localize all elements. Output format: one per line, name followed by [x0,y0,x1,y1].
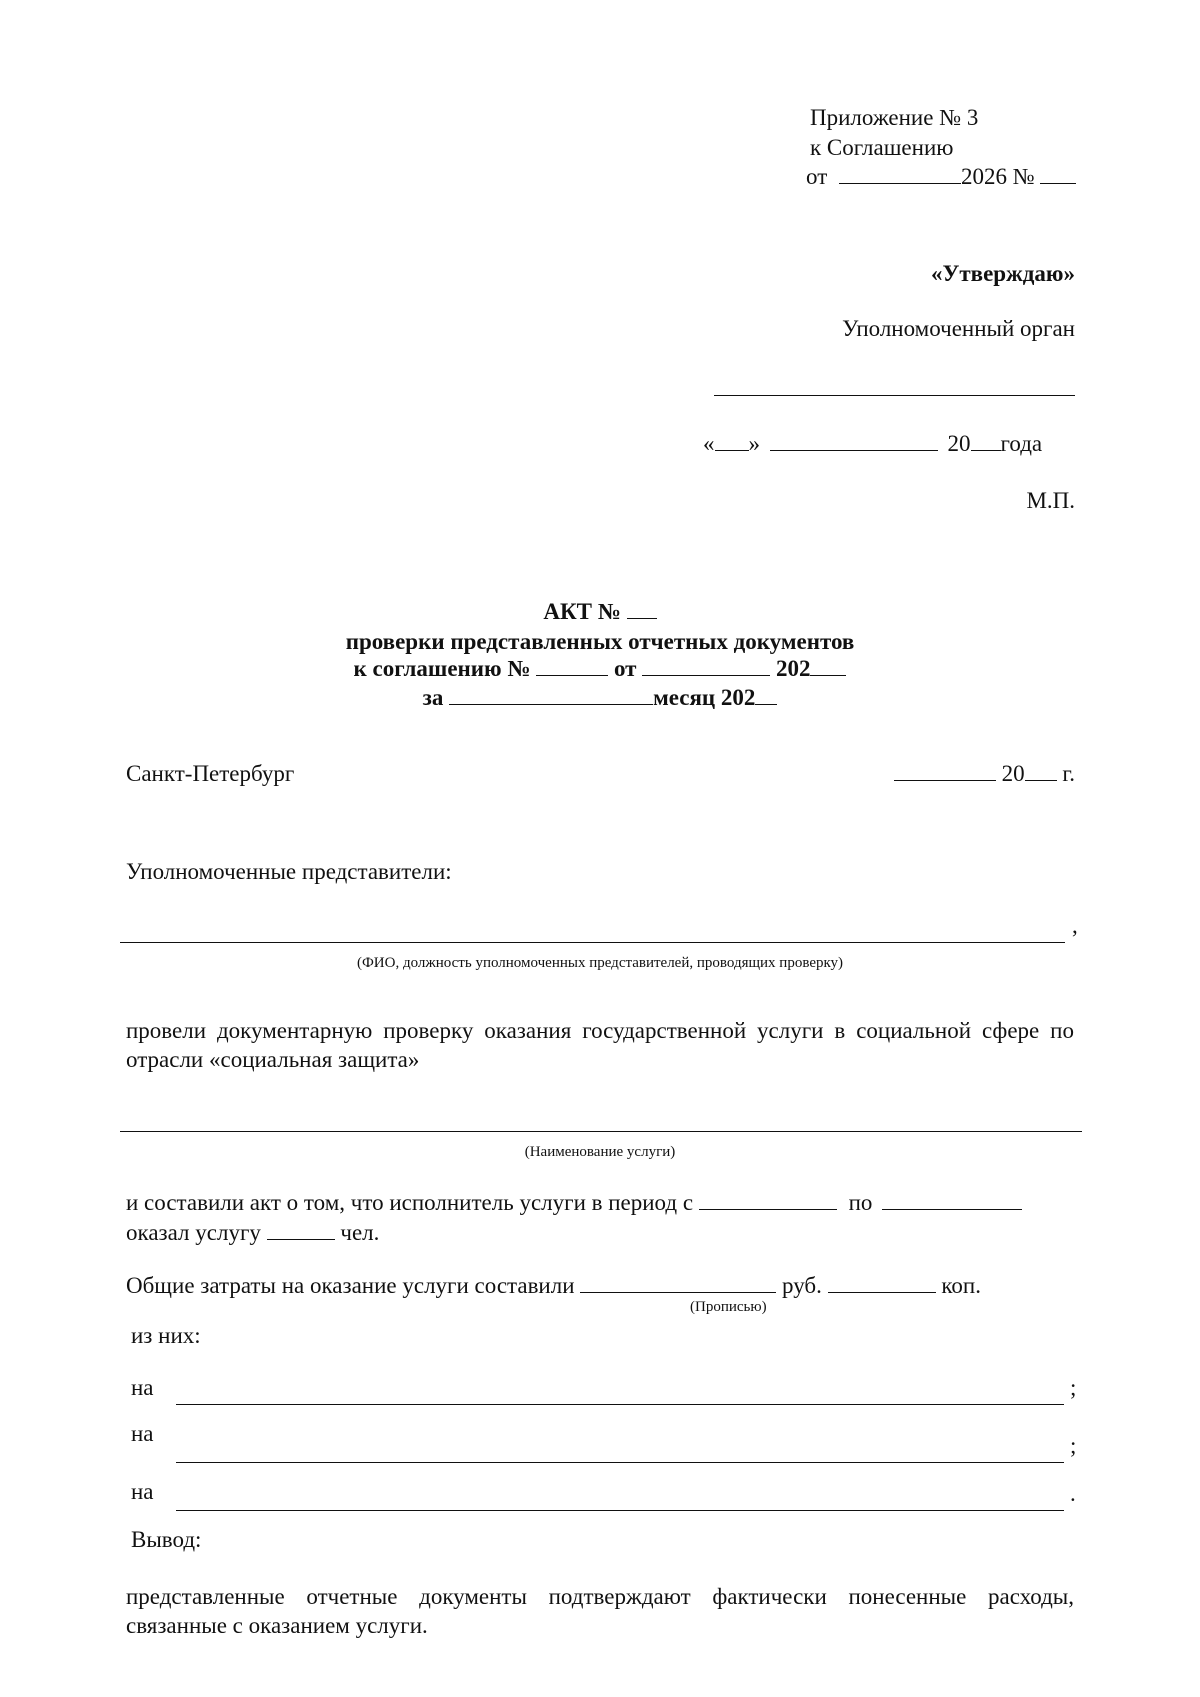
appendix-line-3 [806,163,1076,192]
period-line: и составили акт о том, что исполнитель услуги в период с по [126,1189,1022,1218]
approval-date: « » 20 года [703,431,1043,456]
appendix-from-label: от [806,164,828,189]
act-subtitle: проверки представленных отчетных документов [345,629,855,654]
appendix-line-1: Приложение № 3 [810,105,979,130]
costs-line: Общие затраты на оказание услуги составили руб. коп. [126,1273,981,1298]
check-text: провели документарную проверку оказания государственной услуги в социальной сфере по отрасли «социальная защита» [126,1018,1074,1072]
service-name-line [120,1131,1082,1132]
representatives-caption: (ФИО, должность уполномоченных представителей, проводящих проверку) [356,955,844,971]
conclusion-text: представленные отчетные документы подтверждают фактически понесенные расходы, связанные с оказанием услуги. [126,1584,1074,1638]
served-line: оказал услугу чел. [126,1220,380,1245]
served-count-blank [267,1219,335,1240]
approval-month-blank [770,430,938,451]
act-title: АКТ № [0,598,1200,627]
item-1-prefix: на [131,1375,154,1400]
item-3-prefix: на [131,1479,154,1504]
approval-authority: Уполномоченный орган [842,316,1075,341]
approval-signature-line [714,395,1075,396]
approval-title: «Утверждаю» [931,261,1075,286]
approval-stamp: М.П. [1026,488,1075,513]
item-2-suffix: ; [1070,1433,1077,1458]
item-2-prefix: на [131,1421,154,1446]
approval-day-blank [715,430,749,451]
costs-caption: (Прописью) [690,1299,767,1315]
item-1-suffix: ; [1070,1375,1077,1400]
agreement-year-blank [810,655,846,676]
service-name-caption: (Наименование услуги) [524,1144,676,1160]
period-start-blank [699,1189,837,1210]
representatives-line [120,942,1065,943]
appendix-date-blank [839,163,961,184]
period-month-blank [449,684,653,705]
act-year-blank [1025,760,1057,781]
appendix-year-label: 2026 № [961,164,1035,189]
of-them-label: из них: [131,1323,201,1348]
representatives-comma: , [1072,913,1078,938]
act-number-blank [627,598,657,619]
representatives-label: Уполномоченные представители: [126,859,452,884]
costs-rubles-blank [580,1272,776,1293]
period-end-blank [882,1189,1022,1210]
period-year-blank [755,684,777,705]
item-3-suffix: . [1070,1481,1076,1506]
conclusion-label: Вывод: [131,1527,202,1552]
appendix-line-2: к Соглашению [810,135,954,160]
item-3-line [176,1510,1064,1511]
act-period-line: за месяц 202 [0,684,1200,713]
city: Санкт-Петербург [126,761,295,786]
act-date-blank [894,760,996,781]
costs-kopecks-blank [828,1272,936,1293]
act-date: 20 г. [894,760,1075,789]
agreement-number-blank [536,655,608,676]
item-1-line [176,1404,1064,1405]
item-2-line [176,1462,1064,1463]
approval-year-blank [971,430,1001,451]
appendix-number-blank [1040,163,1076,184]
agreement-date-blank [642,655,770,676]
act-agreement-line: к соглашению № от 202 [0,655,1200,684]
